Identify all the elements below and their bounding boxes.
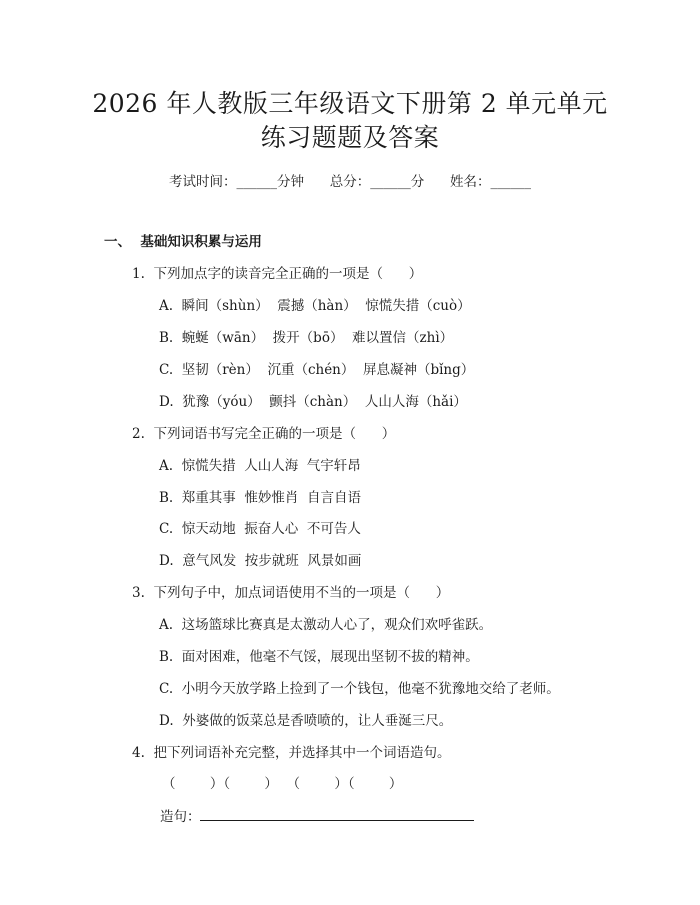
- question-2-option-d: D. 意气风发 按步就班 风景如画: [159, 553, 362, 569]
- question-2-stem: 2. 下列词语书写完全正确的一项是（ ）: [132, 426, 396, 442]
- question-3-option-c: C. 小明今天放学路上捡到了一个钱包，他毫不犹豫地交给了老师。: [159, 681, 560, 697]
- question-2-option-a: A. 惊慌失措 人山人海 气宇轩昂: [159, 458, 361, 474]
- question-3-option-b: B. 面对困难，他毫不气馁，展现出坚韧不拔的精神。: [159, 649, 479, 665]
- question-1-option-d: D. 犹豫（yóu） 颤抖（chàn） 人山人海（hǎi）: [159, 394, 467, 410]
- question-2-option-b: B. 郑重其事 惟妙惟肖 自言自语: [159, 490, 361, 506]
- question-1-stem: 1. 下列加点字的读音完全正确的一项是（ ）: [132, 266, 423, 282]
- question-4-sentence-answer-line: [200, 820, 474, 821]
- page-title-line-1: 2026 年人教版三年级语文下册第 2 单元单元: [92, 89, 608, 118]
- question-3-stem: 3. 下列句子中，加点词语使用不当的一项是（ ）: [132, 585, 450, 601]
- question-3-option-d: D. 外婆做的饭菜总是香喷喷的，让人垂涎三尺。: [159, 713, 453, 729]
- question-4-sentence-label: 造句：: [160, 809, 201, 825]
- exam-info-line: 考试时间：______分钟 总分：______分 姓名：______: [169, 174, 531, 190]
- question-1-option-b: B. 蜿蜒（wān） 拨开（bō） 难以置信（zhì）: [159, 330, 454, 346]
- page-title-line-2: 练习题题及答案: [260, 123, 440, 152]
- question-2-option-c: C. 惊天动地 振奋人心 不可告人: [159, 521, 361, 537]
- question-1-option-c: C. 坚韧（rèn） 沉重（chén） 屏息凝神（bǐng）: [159, 362, 475, 378]
- question-1-option-a: A. 瞬间（shùn） 震撼（hàn） 惊慌失措（cuò）: [159, 298, 471, 314]
- question-4-stem: 4. 把下列词语补充完整，并选择其中一个词语造句。: [132, 745, 451, 761]
- question-4-word-blanks: （ ）（ ） （ ）（ ）: [162, 776, 403, 792]
- question-3-option-a: A. 这场篮球比赛真是太激动人心了，观众们欢呼雀跃。: [159, 617, 493, 633]
- section-heading: 一、 基础知识积累与运用: [104, 234, 262, 250]
